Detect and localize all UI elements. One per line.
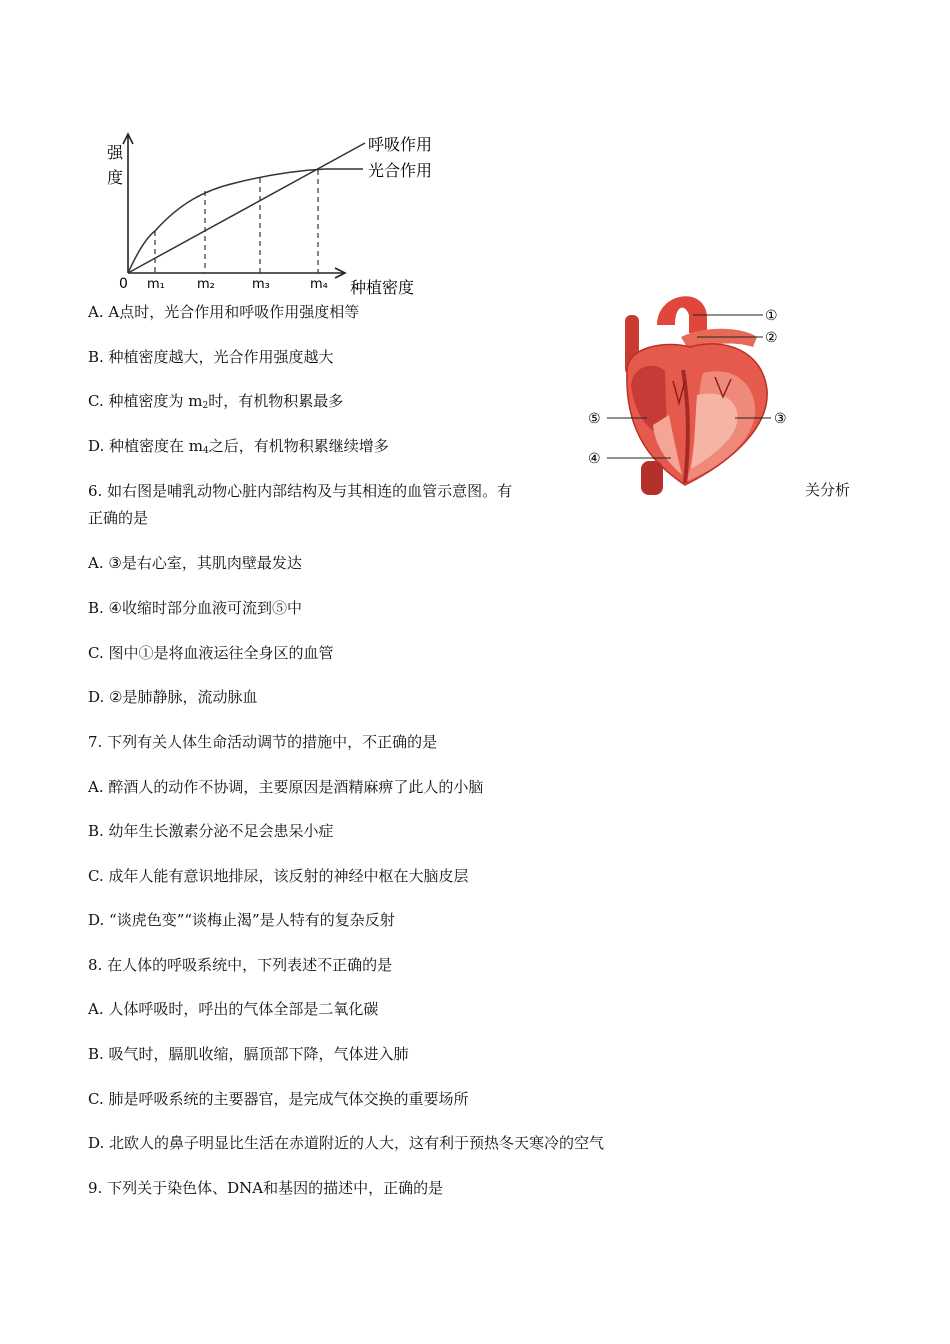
q7-option-d: D. “谈虎色变”“谈梅止渴”是人特有的复杂反射: [88, 911, 395, 929]
heart-diagram: [585, 285, 795, 500]
tick-m4: m₄: [310, 277, 328, 292]
q7-option-a: A. 醉酒人的动作不协调，主要原因是酒精麻痹了此人的小脑: [88, 778, 484, 796]
q5-option-c-text-end: 时，有机物积累最多: [208, 392, 344, 410]
x-axis-label: 种植密度: [350, 278, 415, 297]
inferior-vena-cava: [641, 461, 663, 495]
y-axis-label-2: 度: [107, 168, 124, 187]
q6-option-d: D. ②是肺静脉，流动脉血: [88, 688, 258, 706]
respiration-line: [128, 143, 365, 273]
origin-label: 0: [119, 276, 128, 292]
q6-stem-tail: 关分析: [805, 481, 851, 499]
heart-illustration: [625, 296, 767, 495]
q6-stem-line-2: 正确的是: [88, 509, 149, 527]
q9-stem: 9. 下列关于染色体、DNA和基因的描述中，正确的是: [88, 1179, 444, 1197]
heart-label-4: ④: [588, 451, 601, 467]
heart-label-5: ⑤: [588, 411, 601, 427]
tick-m3: m₃: [252, 277, 270, 292]
y-axis-label-1: 强: [107, 143, 124, 162]
q5-option-d-subscript: 4: [203, 446, 209, 456]
q6-option-b: B. ④收缩时部分血液可流到⑤中: [88, 599, 303, 617]
q8-option-c: C. 肺是呼吸系统的主要器官，是完成气体交换的重要场所: [88, 1090, 469, 1108]
tick-m2: m₂: [197, 277, 215, 292]
heart-label-3: ③: [774, 411, 787, 427]
q7-option-b: B. 幼年生长激素分泌不足会患呆小症: [88, 822, 334, 840]
q6-stem-line-1: 6. 如右图是哺乳动物心脏内部结构及与其相连的血管示意图。有: [88, 482, 513, 500]
legend-respiration: 呼吸作用: [368, 135, 433, 154]
q6-option-a: A. ③是右心室，其肌肉壁最发达: [88, 554, 302, 572]
heart-label-1: ①: [765, 308, 778, 324]
q5-option-c-subscript: 2: [202, 401, 209, 411]
q6-option-c: C. 图中①是将血液运往全身区的血管: [88, 644, 334, 662]
q7-stem: 7. 下列有关人体生命活动调节的措施中，不正确的是: [88, 733, 438, 751]
q5-option-c-text: C. 种植密度为 m: [88, 392, 203, 410]
photosynthesis-curve: [128, 169, 363, 273]
q8-option-d: D. 北欧人的鼻子明显比生活在赤道附近的人大，这有利于预热冬天寒冷的空气: [88, 1134, 605, 1152]
q5-option-d-text-end: 之后，有机物积累继续增多: [208, 437, 389, 455]
q5-option-c: [88, 391, 343, 416]
q8-option-a: A. 人体呼吸时，呼出的气体全部是二氧化碳: [88, 1000, 379, 1018]
q7-option-c: C. 成年人能有意识地排尿，该反射的神经中枢在大脑皮层: [88, 867, 469, 885]
q5-option-d: [88, 436, 389, 461]
q5-option-b: B. 种植密度越大，光合作用强度越大: [88, 348, 334, 366]
q8-option-b: B. 吸气时，膈肌收缩，膈顶部下降，气体进入肺: [88, 1045, 409, 1063]
density-intensity-chart: [95, 128, 455, 298]
q5-option-a: A. A点时，光合作用和呼吸作用强度相等: [88, 303, 360, 321]
q8-stem: 8. 在人体的呼吸系统中，下列表述不正确的是: [88, 956, 393, 974]
q5-option-d-text: D. 种植密度在 m: [88, 437, 204, 455]
legend-photosynthesis: 光合作用: [368, 161, 433, 180]
tick-m1: m₁: [147, 277, 165, 292]
heart-label-2: ②: [765, 330, 778, 346]
